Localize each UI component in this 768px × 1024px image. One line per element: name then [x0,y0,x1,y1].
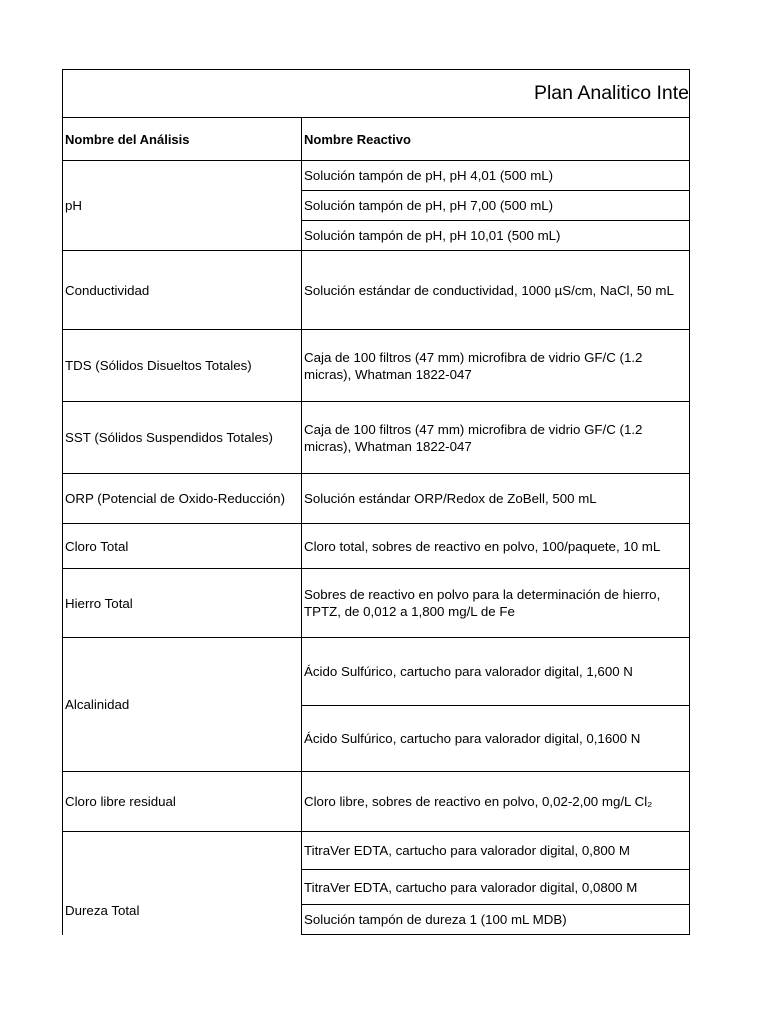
reagent-label: Solución tampón de dureza 1 (100 mL MDB) [304,912,567,927]
analysis-label: Cloro Total [65,538,129,554]
reagent-cell[interactable] [302,905,689,934]
analysis-label: SST (Sólidos Suspendidos Totales) [65,430,273,445]
reagent-label: Caja de 100 filtros (47 mm) microfibra de vidrio GF/C (1.2 micras), Whatman 1822-047 [304,421,643,454]
reagent-label: Solución tampón de pH, pH 7,00 (500 mL) [304,198,554,213]
reagent-cell[interactable] [302,772,689,831]
reagent-label: Solución estándar ORP/Redox de ZoBell, 500 mL [304,491,597,506]
analysis-cell-orp[interactable] [63,474,301,523]
reagent-label: Caja de 100 filtros (47 mm) microfibra de vidrio GF/C (1.2 micras), Whatman 1822-047 [304,349,643,382]
gridline [62,920,63,935]
reagent-label: Solución tampón de pH, pH 10,01 (500 mL) [304,228,561,243]
analysis-label: Alcalinidad [65,697,130,712]
reagent-label: TitraVer EDTA, cartucho para valorador digital, 0,0800 M [304,879,638,895]
reagent-cell[interactable] [302,706,689,771]
column-header-analysis-label: Nombre del Análisis [65,131,190,147]
gridline [689,69,690,935]
column-header-reagent-label: Nombre Reactivo [304,131,411,147]
analysis-cell-ph[interactable] [63,161,301,250]
reagent-cell[interactable] [302,221,689,250]
analysis-cell-sst[interactable] [63,402,301,473]
analysis-label: ORP (Potencial de Oxido-Reducción) [65,491,285,506]
analysis-label: Dureza Total [65,902,140,918]
gridline [63,69,690,70]
column-header-reagent[interactable] [302,118,689,160]
column-header-analysis[interactable] [63,118,301,160]
reagent-cell[interactable] [302,191,689,220]
reagent-cell[interactable] [302,402,689,473]
reagent-cell[interactable] [302,569,689,637]
reagent-label: Sobres de reactivo en polvo para la determinación de hierro, TPTZ, de 0,012 a 1,800 mg/L de Fe [304,587,661,619]
reagent-label: Cloro libre, sobres de reactivo en polvo, 0,02-2,00 mg/L Cl₂ [304,794,653,809]
reagent-cell[interactable] [302,870,689,904]
analysis-cell-cloro-total[interactable] [63,524,301,568]
analysis-cell-hierro-total[interactable] [63,569,301,637]
sheet-title [64,70,689,117]
reagent-cell[interactable] [302,474,689,523]
page-bottom-area [0,935,768,1024]
analysis-label: Conductividad [65,282,150,298]
reagent-label: Solución tampón de pH, pH 4,01 (500 mL) [304,168,554,183]
reagent-label: Ácido Sulfúrico, cartucho para valorador digital, 0,1600 N [304,731,641,746]
reagent-label: Cloro total, sobres de reactivo en polvo, 100/paquete, 10 mL [304,538,661,554]
reagent-cell[interactable] [302,638,689,705]
reagent-cell[interactable] [302,251,689,329]
sheet-title-text: Plan Analitico Inte [533,82,689,104]
analysis-cell-conductividad[interactable] [63,251,301,329]
analysis-label: pH [65,198,82,213]
analysis-cell-alcalinidad[interactable] [63,638,301,771]
reagent-cell[interactable] [302,832,689,869]
reagent-cell[interactable] [302,330,689,401]
reagent-cell[interactable] [302,161,689,190]
analysis-label: Hierro Total [65,595,133,611]
reagent-label: Ácido Sulfúrico, cartucho para valorador digital, 1,600 N [304,664,633,679]
reagent-label: Solución estándar de conductividad, 1000 µS/cm, NaCl, 50 mL [304,282,674,298]
analysis-cell-cloro-libre[interactable] [63,772,301,831]
reagent-label: TitraVer EDTA, cartucho para valorador digital, 0,800 M [304,843,630,858]
analysis-label: TDS (Sólidos Disueltos Totales) [65,358,252,373]
reagent-cell[interactable] [302,524,689,568]
analysis-cell-tds[interactable] [63,330,301,401]
analysis-label: Cloro libre residual [65,794,176,809]
